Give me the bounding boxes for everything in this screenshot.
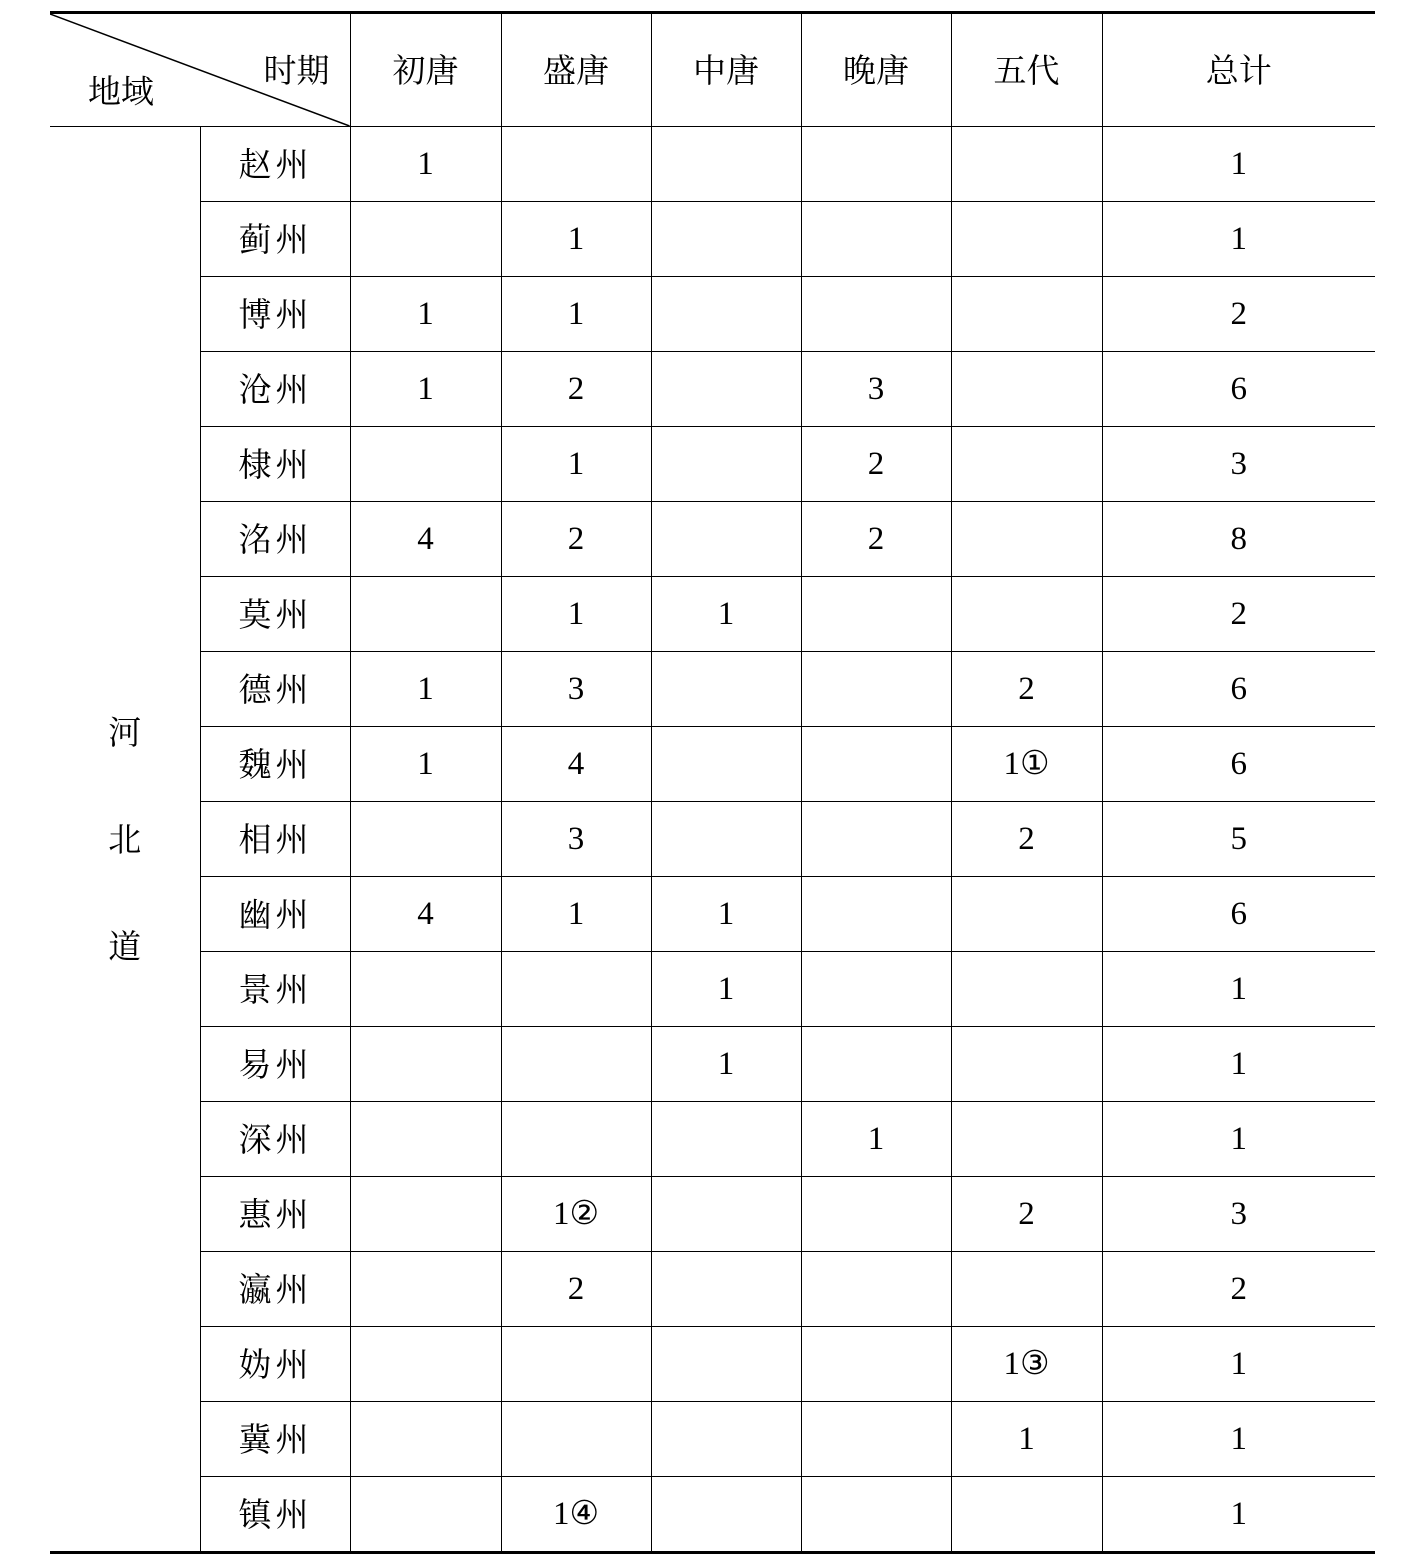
count-cell	[951, 1027, 1102, 1102]
count-cell	[951, 877, 1102, 952]
count-cell	[801, 202, 951, 277]
table-row	[50, 1102, 1375, 1177]
circuit-char: 道	[108, 926, 142, 966]
total-cell: 1	[1102, 202, 1375, 277]
count-cell	[801, 577, 951, 652]
total-cell: 1	[1102, 1402, 1375, 1477]
circuit-char: 北	[108, 819, 142, 859]
total-cell: 2	[1102, 577, 1375, 652]
total-cell: 1	[1102, 1102, 1375, 1177]
count-cell: 3	[501, 652, 651, 727]
count-cell: 3	[501, 802, 651, 877]
table-row	[50, 802, 1375, 877]
count-cell	[951, 427, 1102, 502]
region-cell: 幽州	[200, 877, 350, 952]
count-cell: 1	[501, 277, 651, 352]
total-cell: 6	[1102, 352, 1375, 427]
count-cell	[350, 1477, 501, 1553]
count-cell: 1③	[951, 1327, 1102, 1402]
region-cell: 沧州	[200, 352, 350, 427]
count-cell	[651, 802, 801, 877]
count-cell	[801, 1027, 951, 1102]
region-cell: 瀛州	[200, 1252, 350, 1327]
count-cell	[350, 1327, 501, 1402]
total-cell: 8	[1102, 502, 1375, 577]
count-cell: 4	[501, 727, 651, 802]
region-cell: 妫州	[200, 1327, 350, 1402]
count-cell: 4	[350, 877, 501, 952]
circuit-cell	[50, 127, 200, 1553]
count-cell: 1	[651, 577, 801, 652]
count-cell: 1	[501, 427, 651, 502]
count-cell	[801, 802, 951, 877]
region-label: 地域	[88, 72, 154, 111]
count-cell	[951, 352, 1102, 427]
count-cell	[651, 1402, 801, 1477]
table-row	[50, 1477, 1375, 1553]
table-row	[50, 127, 1375, 202]
count-cell	[651, 352, 801, 427]
count-cell	[951, 1102, 1102, 1177]
column-header: 总计	[1102, 13, 1375, 127]
circuit-name	[108, 642, 141, 1037]
count-cell	[951, 1477, 1102, 1553]
header-row	[50, 13, 1375, 127]
count-cell	[651, 727, 801, 802]
region-cell: 镇州	[200, 1477, 350, 1553]
column-header: 晚唐	[801, 13, 951, 127]
count-cell: 2	[801, 502, 951, 577]
total-cell: 1	[1102, 1477, 1375, 1553]
total-cell: 1	[1102, 127, 1375, 202]
count-cell	[350, 952, 501, 1027]
count-cell	[651, 1477, 801, 1553]
count-cell: 2	[501, 1252, 651, 1327]
count-cell: 1	[651, 952, 801, 1027]
table-row	[50, 1327, 1375, 1402]
region-cell: 蓟州	[200, 202, 350, 277]
count-cell: 4	[350, 502, 501, 577]
count-cell: 1	[350, 277, 501, 352]
count-cell	[350, 1252, 501, 1327]
count-cell	[501, 1327, 651, 1402]
count-cell	[501, 1402, 651, 1477]
data-table	[50, 11, 1375, 1554]
count-cell: 1	[350, 652, 501, 727]
total-cell: 5	[1102, 802, 1375, 877]
count-cell	[350, 1177, 501, 1252]
count-cell	[951, 277, 1102, 352]
count-cell	[350, 577, 501, 652]
count-cell	[350, 1402, 501, 1477]
table-row	[50, 502, 1375, 577]
count-cell: 1④	[501, 1477, 651, 1553]
count-cell: 1	[801, 1102, 951, 1177]
table-row	[50, 652, 1375, 727]
count-cell	[801, 952, 951, 1027]
count-cell: 1	[350, 727, 501, 802]
column-header: 中唐	[651, 13, 801, 127]
count-cell: 1	[501, 202, 651, 277]
region-cell: 相州	[200, 802, 350, 877]
count-cell: 1①	[951, 727, 1102, 802]
count-cell	[651, 1327, 801, 1402]
count-cell: 1	[350, 127, 501, 202]
count-cell	[801, 1177, 951, 1252]
table-row	[50, 352, 1375, 427]
table-row	[50, 952, 1375, 1027]
count-cell: 2	[951, 802, 1102, 877]
total-cell: 6	[1102, 877, 1375, 952]
table-row	[50, 1402, 1375, 1477]
count-cell	[501, 1102, 651, 1177]
count-cell	[350, 1102, 501, 1177]
column-header: 盛唐	[501, 13, 651, 127]
total-cell: 6	[1102, 727, 1375, 802]
count-cell	[651, 1102, 801, 1177]
count-cell	[801, 1477, 951, 1553]
count-cell	[350, 427, 501, 502]
total-cell: 1	[1102, 1027, 1375, 1102]
count-cell	[651, 1177, 801, 1252]
table-row	[50, 427, 1375, 502]
count-cell: 3	[801, 352, 951, 427]
count-cell: 1	[501, 877, 651, 952]
region-cell: 赵州	[200, 127, 350, 202]
count-cell	[801, 652, 951, 727]
count-cell: 2	[951, 1177, 1102, 1252]
region-cell: 洺州	[200, 502, 350, 577]
table-row	[50, 577, 1375, 652]
column-header: 五代	[951, 13, 1102, 127]
table-row	[50, 877, 1375, 952]
table-row	[50, 1027, 1375, 1102]
count-cell	[801, 877, 951, 952]
total-cell: 3	[1102, 427, 1375, 502]
region-cell: 莫州	[200, 577, 350, 652]
total-cell: 6	[1102, 652, 1375, 727]
count-cell	[651, 1252, 801, 1327]
table-row	[50, 1177, 1375, 1252]
count-cell: 2	[951, 652, 1102, 727]
count-cell: 1	[350, 352, 501, 427]
count-cell	[651, 202, 801, 277]
count-cell	[801, 277, 951, 352]
count-cell	[951, 127, 1102, 202]
count-cell: 1	[501, 577, 651, 652]
count-cell	[951, 577, 1102, 652]
count-cell: 1	[951, 1402, 1102, 1477]
region-cell: 魏州	[200, 727, 350, 802]
region-cell: 惠州	[200, 1177, 350, 1252]
count-cell: 2	[801, 427, 951, 502]
period-label: 时期	[263, 51, 330, 90]
count-cell	[801, 1252, 951, 1327]
table-row	[50, 202, 1375, 277]
total-cell: 1	[1102, 1327, 1375, 1402]
total-cell: 1	[1102, 952, 1375, 1027]
count-cell	[501, 1027, 651, 1102]
count-cell	[651, 502, 801, 577]
count-cell	[801, 727, 951, 802]
count-cell	[951, 502, 1102, 577]
region-cell: 深州	[200, 1102, 350, 1177]
region-cell: 德州	[200, 652, 350, 727]
count-cell	[651, 652, 801, 727]
count-cell	[651, 427, 801, 502]
corner-header-cell	[50, 13, 350, 127]
count-cell	[651, 127, 801, 202]
count-cell	[801, 127, 951, 202]
count-cell	[350, 802, 501, 877]
table-row	[50, 1252, 1375, 1327]
total-cell: 2	[1102, 277, 1375, 352]
count-cell	[651, 277, 801, 352]
region-cell: 景州	[200, 952, 350, 1027]
count-cell	[951, 952, 1102, 1027]
region-cell: 易州	[200, 1027, 350, 1102]
region-cell: 博州	[200, 277, 350, 352]
count-cell	[350, 202, 501, 277]
count-cell	[801, 1402, 951, 1477]
circuit-char: 河	[108, 712, 142, 752]
total-cell: 3	[1102, 1177, 1375, 1252]
region-cell: 冀州	[200, 1402, 350, 1477]
count-cell	[350, 1027, 501, 1102]
count-cell	[501, 952, 651, 1027]
table-row	[50, 727, 1375, 802]
count-cell: 1	[651, 1027, 801, 1102]
count-cell: 2	[501, 502, 651, 577]
table-body	[50, 127, 1375, 1553]
count-cell: 1②	[501, 1177, 651, 1252]
region-cell: 棣州	[200, 427, 350, 502]
count-cell	[951, 1252, 1102, 1327]
count-cell	[501, 127, 651, 202]
table-row	[50, 277, 1375, 352]
column-header: 初唐	[350, 13, 501, 127]
count-cell	[951, 202, 1102, 277]
count-cell: 1	[651, 877, 801, 952]
total-cell: 2	[1102, 1252, 1375, 1327]
count-cell	[801, 1327, 951, 1402]
count-cell: 2	[501, 352, 651, 427]
